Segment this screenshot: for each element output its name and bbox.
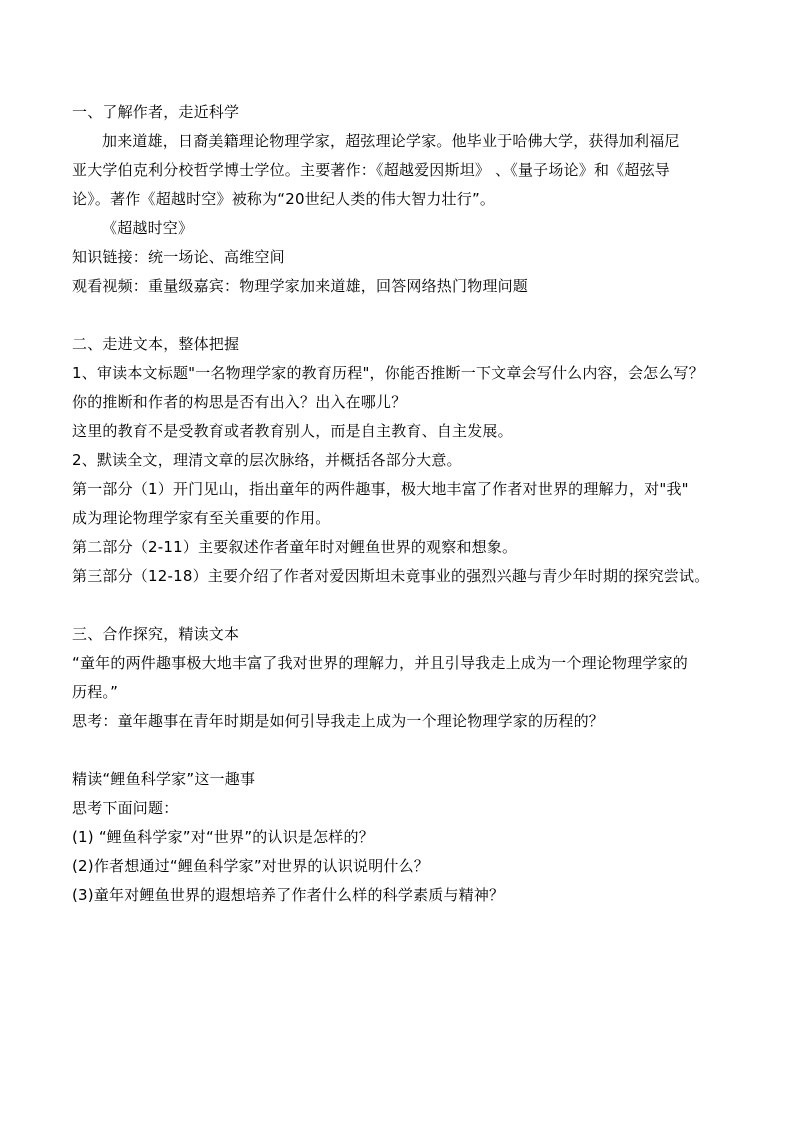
section2-q1-answer: 这里的教育不是受教育或者教育别人，而是自主教育、自主发展。 — [72, 422, 513, 440]
section4-question-1: (1) “鲤鱼科学家”对“世界”的认识是怎样的？ — [72, 828, 374, 846]
section3-quote-line-2: 历程。” — [72, 683, 119, 701]
spacer — [72, 301, 734, 330]
section1-video: 观看视频：重量级嘉宾：物理学家加来道雄，回答网络热门物理问题 — [72, 277, 529, 295]
section4-question-3: (3)童年对鲤鱼世界的遐想培养了作者什么样的科学素质与精神？ — [72, 886, 505, 904]
section1-heading: 一、了解作者，走近科学 — [72, 103, 240, 121]
section2-q2: 2、默读全文，理清文章的层次脉络，并概括各部分大意。 — [72, 451, 462, 469]
section1-book-title: 《超越时空》 — [102, 219, 194, 237]
section4-heading: 精读“鲤鱼科学家”这一趣事 — [72, 770, 256, 788]
section3-quote-line-1: “童年的两件趣事极大地丰富了我对世界的理解力，并且引导我走上成为一个理论物理学家的 — [72, 654, 688, 672]
section4-prompt: 思考下面问题： — [72, 799, 179, 817]
section1-intro-line-1: 加来道雄，日裔美籍理论物理学家，超弦理论学家。他毕业于哈佛大学，获得加利福尼 — [102, 132, 680, 150]
section1-intro-line-3: 论》。著作《超越时空》被称为“20世纪人类的伟大智力壮行”。 — [72, 190, 496, 208]
spacer — [72, 591, 734, 620]
section2-part3: 第三部分（12-18）主要介绍了作者对爱因斯坦未竟事业的强烈兴趣与青少年时期的探究尝试。 — [72, 567, 710, 585]
section3-heading: 三、合作探究，精读文本 — [72, 625, 240, 643]
section2-q1-line-1: 1、审读本文标题"一名物理学家的教育历程"，你能否推断一下文章会写什么内容，会怎么写？ — [72, 364, 704, 382]
section2-part2: 第二部分（2-11）主要叙述作者童年时对鲤鱼世界的观察和想象。 — [72, 538, 518, 556]
section4-question-2: (2)作者想通过“鲤鱼科学家”对世界的认识说明什么？ — [72, 857, 429, 875]
section3-think: 思考：童年趣事在青年时期是如何引导我走上成为一个理论物理学家的历程的？ — [72, 712, 605, 730]
section1-knowledge-link: 知识链接：统一场论、高维空间 — [72, 248, 285, 266]
section1-intro-line-2: 亚大学伯克利分校哲学博士学位。主要著作：《超越爱因斯坦》 、《量子场论》和《超弦导 — [72, 161, 670, 179]
section2-part1-line-2: 成为理论物理学家有至关重要的作用。 — [72, 509, 331, 527]
section2-heading: 二、走进文本，整体把握 — [72, 335, 240, 353]
section2-q1-line-2: 你的推断和作者的构思是否有出入？出入在哪儿？ — [72, 393, 407, 411]
spacer — [72, 736, 734, 765]
document-page — [72, 98, 734, 910]
section2-part1-line-1: 第一部分（1）开门见山，指出童年的两件趣事，极大地丰富了作者对世界的理解力，对"我" — [72, 480, 689, 498]
